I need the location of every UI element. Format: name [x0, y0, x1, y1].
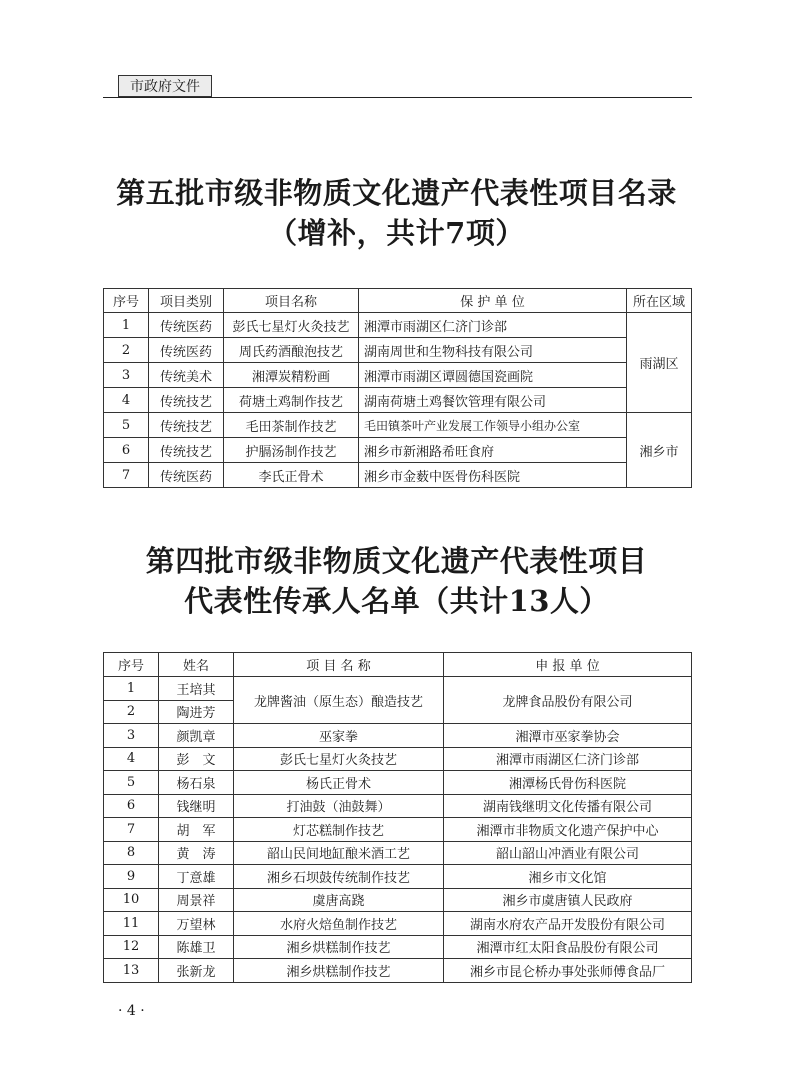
table-row: [104, 912, 692, 936]
project-name: 湘乡石坝鼓传统制作技艺: [234, 865, 444, 889]
row-number: 5: [104, 413, 149, 438]
table-row: [104, 413, 692, 438]
applicant-unit: 龙牌食品股份有限公司: [444, 677, 692, 724]
table-row: [104, 888, 692, 912]
project-name: 彭氏七星灯火灸技艺: [224, 313, 359, 338]
project-name: 周氏药酒酿泡技艺: [224, 338, 359, 363]
applicant-unit: 湘乡市昆仑桥办事处张师傅食品厂: [444, 959, 692, 983]
inheritors-table: [103, 652, 692, 983]
row-number: 13: [104, 959, 159, 983]
applicant-unit: 湘潭市非物质文化遗产保护中心: [444, 818, 692, 842]
column-header: 序号: [104, 289, 149, 313]
applicant-unit: 湘潭市红太阳食品股份有限公司: [444, 935, 692, 959]
project-category: 传统医药: [149, 463, 224, 488]
project-category: 传统医药: [149, 313, 224, 338]
column-header: 所在区域: [627, 289, 692, 313]
inheritor-name: 颜凯章: [159, 724, 234, 748]
row-number: 7: [104, 463, 149, 488]
header-rule: [103, 97, 692, 98]
table-row: [104, 771, 692, 795]
applicant-unit: 湖南水府农产品开发股份有限公司: [444, 912, 692, 936]
region-cell: 湘乡市: [627, 413, 692, 488]
table-row: [104, 677, 692, 701]
project-category: 传统美术: [149, 363, 224, 388]
row-number: 5: [104, 771, 159, 795]
inheritor-name: 黄 涛: [159, 841, 234, 865]
applicant-unit: 湘乡市文化馆: [444, 865, 692, 889]
table-header-row: [104, 289, 692, 313]
column-header: 申 报 单 位: [444, 653, 692, 677]
protection-unit: 湘乡市金薮中医骨伤科医院: [359, 463, 627, 488]
table-row: [104, 841, 692, 865]
table2-title-line1: 第四批市级非物质文化遗产代表性项目: [145, 544, 648, 578]
table-row: [104, 363, 692, 388]
row-number: 1: [104, 313, 149, 338]
protection-unit: 湘潭市雨湖区谭圆德国瓷画院: [359, 363, 627, 388]
row-number: 2: [104, 338, 149, 363]
project-name: 湘乡烘糕制作技艺: [234, 959, 444, 983]
applicant-unit: 湘潭市巫家拳协会: [444, 724, 692, 748]
inheritor-name: 丁意雄: [159, 865, 234, 889]
row-number: 2: [104, 700, 159, 724]
project-name: 灯芯糕制作技艺: [234, 818, 444, 842]
protection-unit: 湘潭市雨湖区仁济门诊部: [359, 313, 627, 338]
project-name: 水府火焙鱼制作技艺: [234, 912, 444, 936]
column-header: 项目名称: [224, 289, 359, 313]
page-number: · 4 ·: [118, 1003, 145, 1019]
row-number: 4: [104, 747, 159, 771]
inheritor-name: 胡 军: [159, 818, 234, 842]
row-number: 3: [104, 363, 149, 388]
table1-title-line1: 第五批市级非物质文化遗产代表性项目名录: [116, 176, 677, 210]
row-number: 7: [104, 818, 159, 842]
project-category: 传统医药: [149, 338, 224, 363]
row-number: 11: [104, 912, 159, 936]
project-name: 毛田茶制作技艺: [224, 413, 359, 438]
applicant-unit: 湘潭市雨湖区仁济门诊部: [444, 747, 692, 771]
column-header: 姓名: [159, 653, 234, 677]
protection-unit: 毛田镇茶叶产业发展工作领导小组办公室: [359, 413, 627, 438]
inheritor-name: 张新龙: [159, 959, 234, 983]
row-number: 8: [104, 841, 159, 865]
table1-title-line2: （增补，共计7项）: [268, 216, 525, 250]
applicant-unit: 韶山韶山冲酒业有限公司: [444, 841, 692, 865]
table2-title-line2: 代表性传承人名单（共计13人）: [184, 584, 609, 618]
column-header: 项目类别: [149, 289, 224, 313]
project-name: 虞唐高跷: [234, 888, 444, 912]
project-category: 传统技艺: [149, 438, 224, 463]
applicant-unit: 湖南钱继明文化传播有限公司: [444, 794, 692, 818]
row-number: 6: [104, 438, 149, 463]
inheritor-name: 万望林: [159, 912, 234, 936]
inheritor-name: 周景祥: [159, 888, 234, 912]
region-cell: 雨湖区: [627, 313, 692, 413]
column-header: 序号: [104, 653, 159, 677]
row-number: 12: [104, 935, 159, 959]
section-label: 市政府文件: [118, 75, 212, 97]
row-number: 3: [104, 724, 159, 748]
project-name: 湘潭炭精粉画: [224, 363, 359, 388]
table-row: [104, 724, 692, 748]
project-name: 韶山民间地缸酿米酒工艺: [234, 841, 444, 865]
row-number: 1: [104, 677, 159, 701]
row-number: 10: [104, 888, 159, 912]
table-row: [104, 338, 692, 363]
table-row: [104, 313, 692, 338]
project-name: 李氏正骨术: [224, 463, 359, 488]
inheritor-name: 陈雄卫: [159, 935, 234, 959]
table-row: [104, 865, 692, 889]
project-name: 荷塘土鸡制作技艺: [224, 388, 359, 413]
table-row: [104, 388, 692, 413]
table-row: [104, 438, 692, 463]
project-category: 传统技艺: [149, 413, 224, 438]
heritage-projects-table: [103, 288, 692, 488]
table-row: [104, 463, 692, 488]
project-category: 传统技艺: [149, 388, 224, 413]
table-row: [104, 818, 692, 842]
row-number: 4: [104, 388, 149, 413]
table-row: [104, 959, 692, 983]
row-number: 9: [104, 865, 159, 889]
table-header-row: [104, 653, 692, 677]
column-header: 保 护 单 位: [359, 289, 627, 313]
project-name: 巫家拳: [234, 724, 444, 748]
inheritor-name: 彭 文: [159, 747, 234, 771]
inheritor-name: 钱继明: [159, 794, 234, 818]
applicant-unit: 湘乡市虞唐镇人民政府: [444, 888, 692, 912]
protection-unit: 湖南周世和生物科技有限公司: [359, 338, 627, 363]
applicant-unit: 湘潭杨氏骨伤科医院: [444, 771, 692, 795]
table-row: [104, 747, 692, 771]
project-name: 龙牌酱油（原生态）酿造技艺: [234, 677, 444, 724]
column-header: 项 目 名 称: [234, 653, 444, 677]
project-name: 杨氏正骨术: [234, 771, 444, 795]
row-number: 6: [104, 794, 159, 818]
project-name: 彭氏七星灯火灸技艺: [234, 747, 444, 771]
project-name: 湘乡烘糕制作技艺: [234, 935, 444, 959]
project-name: 护膈汤制作技艺: [224, 438, 359, 463]
inheritor-name: 杨石泉: [159, 771, 234, 795]
table-row: [104, 935, 692, 959]
project-name: 打油鼓（油鼓舞）: [234, 794, 444, 818]
table-row: [104, 794, 692, 818]
inheritor-name: 陶进芳: [159, 700, 234, 724]
inheritor-name: 王培其: [159, 677, 234, 701]
protection-unit: 湘乡市新湘路希旺食府: [359, 438, 627, 463]
protection-unit: 湖南荷塘土鸡餐饮管理有限公司: [359, 388, 627, 413]
